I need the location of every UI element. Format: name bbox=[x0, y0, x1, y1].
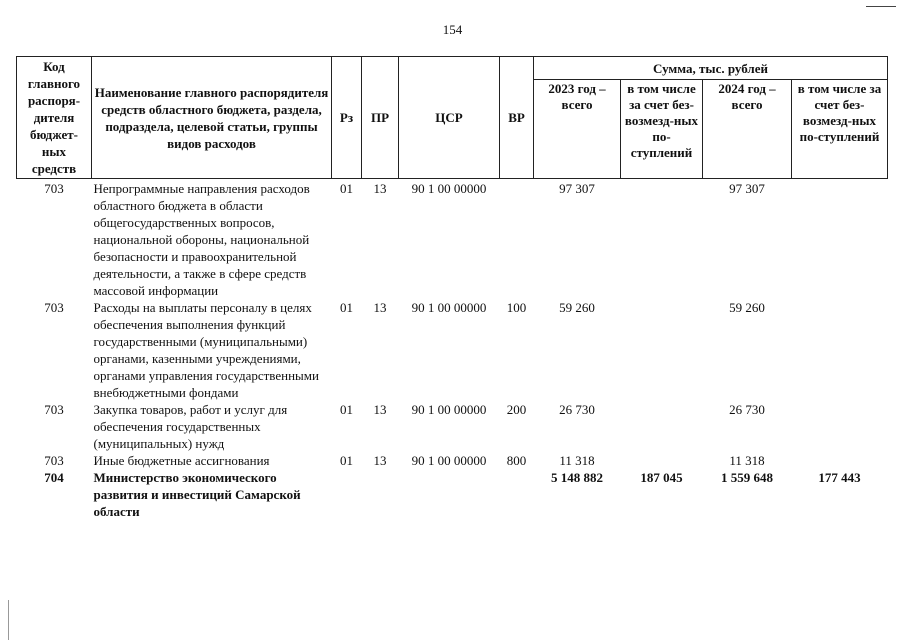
cell-2024-total: 59 260 bbox=[729, 300, 765, 315]
cell-name: Иные бюджетные ассигнования bbox=[93, 453, 270, 468]
cell-code: 703 bbox=[44, 181, 64, 196]
header-2024-free: в том числе за счет без-возмезд-ных по-ступлений bbox=[792, 80, 888, 179]
cell-rz: 01 bbox=[340, 181, 353, 196]
page-number: 154 bbox=[442, 22, 463, 37]
cell-2024-free bbox=[792, 179, 888, 300]
cell-2024-total: 1 559 648 bbox=[721, 470, 773, 485]
cell-pr: 13 bbox=[373, 181, 387, 196]
cell-2023-free bbox=[621, 179, 703, 300]
table-row bbox=[17, 179, 888, 300]
cell-vr bbox=[500, 179, 534, 300]
cell-rz: 01 bbox=[340, 453, 353, 468]
cell-vr: 800 bbox=[506, 453, 527, 468]
cell-2023-total: 59 260 bbox=[559, 300, 595, 315]
table-row bbox=[17, 401, 888, 452]
cell-csr bbox=[399, 469, 500, 520]
cell-name: Непрограммные направления расходов областного бюджета в области общегосударственных вопросов, национальной обороны, национальной безопасности и правоохранительной деятельности, а также в сфере средств массовой информации bbox=[93, 181, 310, 298]
header-2024-total: 2024 год – всего bbox=[703, 80, 792, 179]
table-row bbox=[17, 469, 888, 520]
cell-2023-free: 187 045 bbox=[640, 470, 683, 485]
header-code: Код главного распоря-дителя бюджет-ных средств bbox=[17, 57, 92, 179]
cell-vr: 200 bbox=[506, 402, 527, 417]
cell-csr: 90 1 00 00000 bbox=[411, 181, 487, 196]
header-name: Наименование главного распорядителя средств областного бюджета, раздела, подраздела, целевой статьи, группы видов расходов bbox=[92, 57, 332, 179]
cell-2023-free bbox=[621, 401, 703, 452]
table-header bbox=[17, 57, 888, 179]
table-body bbox=[17, 179, 888, 521]
cell-csr: 90 1 00 00000 bbox=[411, 402, 487, 417]
cell-pr: 13 bbox=[373, 402, 387, 417]
header-2023-total: 2023 год – всего bbox=[534, 80, 621, 179]
cell-2024-free bbox=[792, 452, 888, 469]
cell-name: Закупка товаров, работ и услуг для обеспечения государственных (муниципальных) нужд bbox=[93, 402, 288, 451]
cell-code: 703 bbox=[44, 300, 64, 315]
table-row bbox=[17, 452, 888, 469]
cell-pr: 13 bbox=[373, 453, 387, 468]
cell-vr bbox=[500, 469, 534, 520]
cell-rz bbox=[332, 469, 362, 520]
cell-pr bbox=[362, 469, 399, 520]
header-2023-free: в том числе за счет без-возмезд-ных по-ступлений bbox=[621, 80, 703, 179]
header-vr: ВР bbox=[500, 57, 534, 179]
cell-vr: 100 bbox=[506, 300, 527, 315]
cell-2023-total: 97 307 bbox=[559, 181, 595, 196]
cell-rz: 01 bbox=[340, 300, 353, 315]
scan-edge-mark bbox=[8, 600, 9, 640]
cell-2023-free bbox=[621, 299, 703, 401]
cell-2023-free bbox=[621, 452, 703, 469]
cell-2024-free: 177 443 bbox=[818, 470, 861, 485]
cell-2024-free bbox=[792, 299, 888, 401]
cell-code: 703 bbox=[44, 453, 64, 468]
cell-2024-free bbox=[792, 401, 888, 452]
cell-csr: 90 1 00 00000 bbox=[411, 453, 487, 468]
cell-2023-total: 26 730 bbox=[559, 402, 595, 417]
cell-name: Министерство экономического развития и инвестиций Самарской области bbox=[93, 470, 301, 519]
cell-rz: 01 bbox=[340, 402, 353, 417]
header-rz: Рз bbox=[332, 57, 362, 179]
cell-2024-total: 11 318 bbox=[729, 453, 765, 468]
table-row bbox=[17, 299, 888, 401]
header-pr: ПР bbox=[362, 57, 399, 179]
cell-2024-total: 26 730 bbox=[729, 402, 765, 417]
cell-2023-total: 11 318 bbox=[559, 453, 595, 468]
cell-code: 703 bbox=[44, 402, 64, 417]
cell-code: 704 bbox=[44, 470, 64, 485]
cell-2024-total: 97 307 bbox=[729, 181, 765, 196]
scan-corner-mark bbox=[866, 6, 896, 7]
cell-csr: 90 1 00 00000 bbox=[411, 300, 487, 315]
budget-table bbox=[16, 56, 888, 520]
header-sum-group: Сумма, тыс. рублей bbox=[534, 57, 888, 80]
cell-name: Расходы на выплаты персоналу в целях обеспечения выполнения функций государственными (муниципальными) органами, казенными учреждениями, органами управления государственными внебюджетными фондами bbox=[93, 300, 319, 400]
cell-2023-total: 5 148 882 bbox=[551, 470, 603, 485]
header-csr: ЦСР bbox=[399, 57, 500, 179]
cell-pr: 13 bbox=[373, 300, 387, 315]
